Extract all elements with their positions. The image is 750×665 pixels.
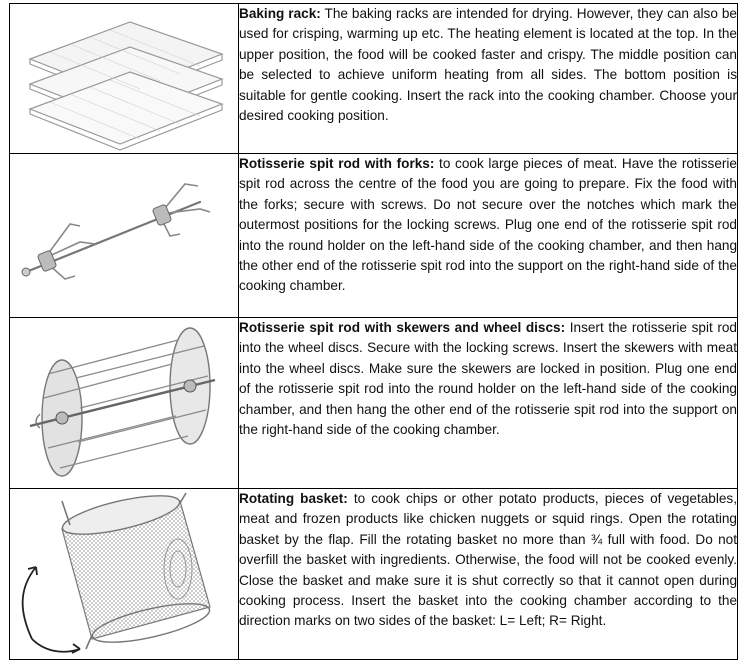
item-title: Rotisserie spit rod with forks: [239, 156, 435, 171]
image-cell [10, 154, 239, 318]
table-row [10, 318, 738, 489]
image-cell [10, 489, 239, 660]
item-title: Rotisserie spit rod with skewers and wheel discs: [239, 320, 566, 335]
baking-racks-illustration [10, 4, 238, 154]
item-title: Rotating basket: [239, 491, 348, 506]
image-cell [10, 4, 239, 154]
table-row [10, 4, 738, 154]
item-description [239, 4, 737, 126]
item-text: to cook chips or other potato products, pieces of vegetables, meat and frozen products like chicken nuggets or squid rings. Open the rotating basket by the flap. Fill the rotating basket no more than ¾ full with food. Do not overfill the basket with ingredients. Otherwise, the food will not be cooked evenly. Close the basket and make sure it is shut correctly so that it cannot open during cooking process. Insert the basket into the cooking chamber according to the direction marks on two sides of the basket: L= Left; R= Right. [239, 491, 738, 629]
item-text: The baking racks are intended for drying. However, they can also be used for crisping, warming up etc. The heating element is located at the top. In the upper position, the food will be cooked faster and crispy. The middle position can be selected to achieve uniform heating from all sides. The bottom position is suitable for gentle cooking. Insert the rack into the cooking chamber. Choose your desired cooking position. [239, 6, 737, 124]
rotating-mesh-basket-illustration [10, 489, 238, 660]
description-cell [239, 154, 738, 318]
description-cell [239, 4, 738, 154]
item-title: Baking rack: [239, 6, 321, 21]
image-cell [10, 318, 239, 489]
item-description [239, 154, 737, 297]
description-cell [239, 489, 738, 660]
table-row [10, 154, 738, 318]
description-cell [239, 318, 738, 489]
accessories-table [9, 3, 738, 660]
item-text: Insert the rotisserie spit rod into the wheel discs. Secure with the locking screws. Insert the skewers with meat into the wheel discs. Make sure the skewers are locked in position. Plug one end of the rotisserie spit rod into the round holder on the left-hand side of the cooking chamber, and then hang the other end of the rotisserie spit rod into the support on the right-hand side of the cooking chamber. [239, 320, 737, 438]
skewer-wheel-cage-illustration [10, 318, 238, 489]
rotisserie-spit-with-forks-illustration [10, 154, 238, 318]
item-text: to cook large pieces of meat. Have the rotisserie spit rod across the centre of the food you are going to prepare. Fix the food with the forks; secure with screws. Do not secure over the notches which mark the outermost positions for the locking screws. Plug one end of the rotisserie spit rod into the round holder on the left-hand side of the cooking chamber, and then hang the other end of the rotisserie spit rod into the support on the right-hand side of the cooking chamber. [239, 156, 737, 294]
item-description [239, 489, 737, 632]
table-row [10, 489, 738, 660]
item-description [239, 318, 737, 440]
